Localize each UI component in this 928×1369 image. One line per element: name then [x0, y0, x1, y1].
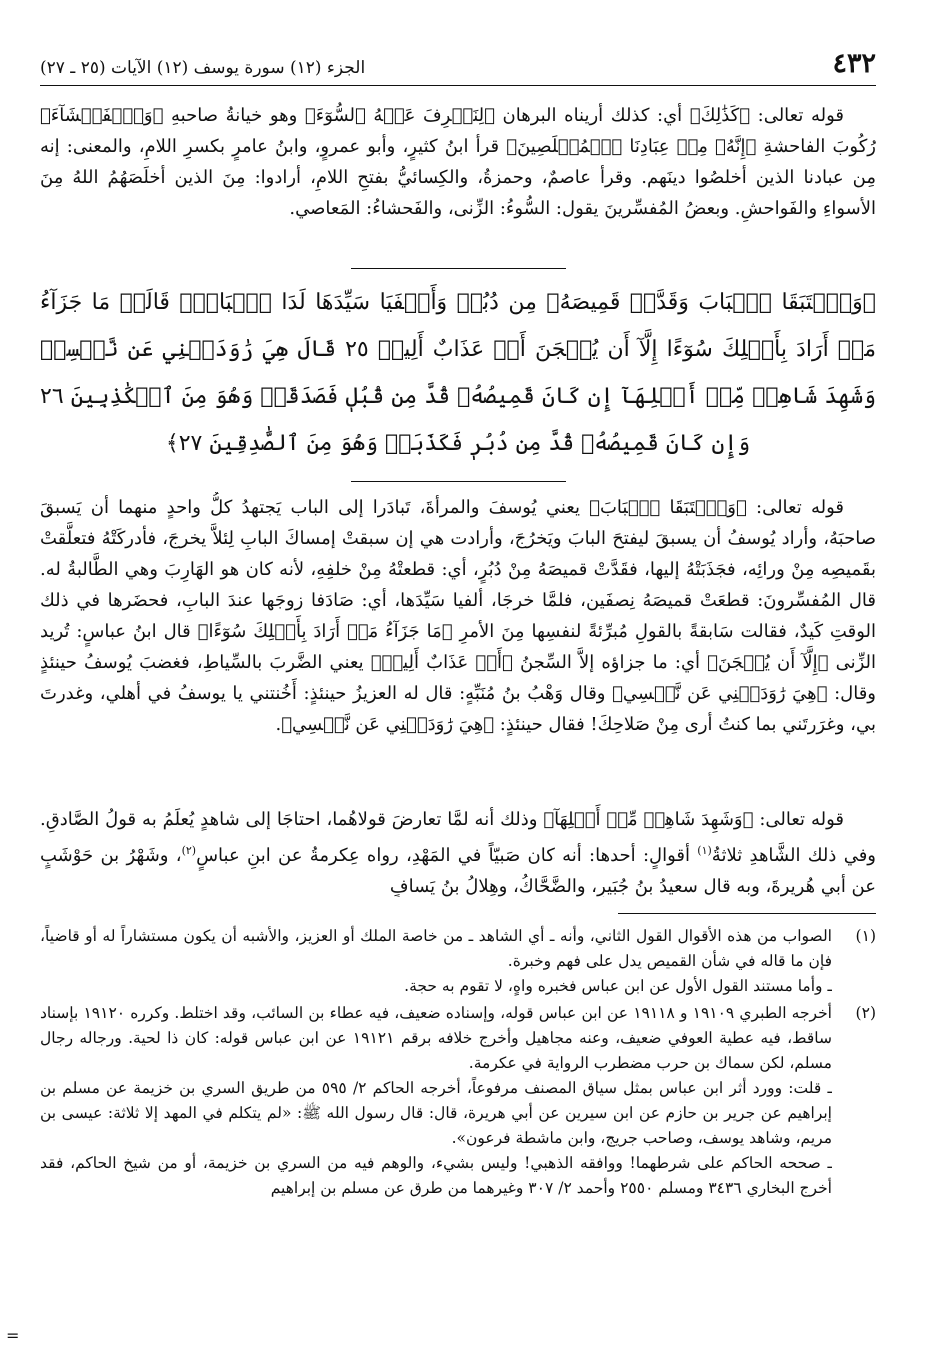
- page-header: [40, 48, 876, 86]
- commentary-paragraph: قوله تعالى: ﴿كَذَٰلِكَ﴾ أي: كذلك أريناه البرهان ﴿لِنَصۡرِفَ عَنۡهُ ٱلسُّوٓءَ﴾ وهو خيانةُ صاحبهِ ﴿وَٱلۡفَحۡشَآءَ﴾ رُكُوبَ الفاحشةِ ﴿إِنَّهُۥ مِنۡ عِبَادِنَا ٱلۡمُخۡلَصِينَ﴾ قرأ ابنُ كثيرٍ، وأبو عمروٍ، وابنُ عامرٍ بكسرِ اللامِ، والمعنى: إنه مِن عبادنا الذين أخلصُوا دينَهم. وقرأ عاصمٌ، وحمزةُ، والكِسائيُّ بفتحِ اللامِ، أرادوا: مِنَ الذين أخلَصَهُمُ اللهُ مِنَ الأسواءِ والفَواحشِ. وبعضُ المُفسِّرينَ يقول: السُّوءُ: الزِّنى، والفَحشاءُ: المَعاصي.: [40, 105, 876, 219]
- paragraph-text: قوله تعالى: ﴿وَشَهِدَ شَاهِدٞ مِّنۡ أَهۡلِهَآ﴾ وذلك أنه لمَّا تعارضَ قولاهُما، احتاجَا إلى شاهدٍ يُعلَمُ به قولُ الصَّادقِ. وفي ذلك الشَّاهدِ ثلاثةُ: [40, 809, 876, 866]
- running-head: الجزء (١٢) سورة يوسف (١٢) الآيات (٢٥ ـ ٢٧): [40, 58, 366, 78]
- footnote-body: [40, 924, 832, 1001]
- commentary-paragraph: قوله تعالى: ﴿وَٱسۡتَبَقَا ٱلۡبَابَ﴾ يعني يُوسفَ والمرأةَ، تَبادَرا إلى الباب يَجتهدُ كلُّ واحدٍ منهما أن يَسبقَ صاحبَهُ، وأراد يُوسفُ أن يسبقَ ليفتحَ البابَ ويَخرُجَ، وأرادت هي إن سبقتْ إمساكَ البابِ لِئلاَّ يخرجَ، فأدركَتْهُ فتعلَّقتْ بقَميصِه مِنْ ورائِه، فجَذَبَتْهُ إليها، فقَدَّتْ قميصَهُ مِنْ دُبُرٍ، أي: قطعتْهُ مِنْ خلفِهِ، لأنه كان هو الهَارِبَ وهي الطَّالبةُ له. قال المُفسِّرونَ: قطعَتْ قميصَهُ نِصفَين، فلمَّا خرجَا، ألفيا سَيِّدَها، أي: صَادَفا زوجَها عندَ البابِ، فحضَرها في ذلك الوقتِ كَيدٌ، فقالت سَابقةً بالقولِ مُبرِّئةً لنفسِها مِنَ الأمرِ ﴿مَا جَزَآءُ مَنۡ أَرَادَ بِأَهۡلِكَ سُوٓءًا﴾ قال ابنُ عباسٍ: تُريد الزِّنى ﴿إِلَّآ أَن يُسۡجَنَ﴾ أي: ما جزاؤه إلاَّ السِّجنُ ﴿أَوۡ عَذَابٌ أَلِيمٞ﴾ يعني الضَّربَ بالسِّياطِ، فغضبَ يُوسفُ حينئذٍ وقال: ﴿هِيَ رَٰوَدَتۡنِي عَن نَّفۡسِي﴾ وقال وَهْبُ بنُ مُنَبِّهٍ: قال له العزيزُ حينئذٍ: أَخُنتني يا يوسفُ في أهلي، وغدرتَ بي، وغرَرتَني بما كنتُ أرى مِنْ صَلاحِكَ! فقال حينئذٍ: ﴿هِيَ رَٰوَدَتۡنِي عَن نَّفۡسِي﴾.: [40, 497, 876, 735]
- continuation-mark: =: [6, 1326, 20, 1345]
- section-divider: [351, 268, 566, 269]
- footnote-number: (٢): [855, 1004, 876, 1022]
- footnote-reference[interactable]: (٢): [181, 844, 197, 857]
- section-divider: [351, 481, 566, 482]
- footnote-line: الصواب من هذه الأقوال القول الثاني، وأنه ـ أي الشاهد ـ من خاصة الملك أو العزيز، والأشبه أن يكون مستشاراً له أو قاضياً، فإن ما قاله في شأن القميص يدل على فهم وخبرة.: [40, 927, 832, 970]
- footnote-separator: [618, 913, 876, 914]
- footnote-line: أخرجه الطبري ١٩١٠٩ و ١٩١١٨ عن ابن عباس قوله، وإسناده ضعيف، فيه عطاء بن السائب، وقد اختلط. وكرره ١٩١٢٠ بإسناد ساقط، فيه عطية العوفي ضعيف، وعنه مجاهيل وأخرج خلافه برقم ١٩١٢١ عن ابن عباس قوله: كان ذا لحية. ورجاله رجال مسلم، لكن سماك بن حرب مضطرب الرواية في عكرمة.: [40, 1004, 832, 1072]
- footnotes: [40, 924, 876, 1225]
- footnote-line: ـ وأما مستند القول الأول عن ابن عباس فخبره واهٍ، لا تقوم به حجة.: [404, 977, 832, 995]
- footnote-line: ـ قلت: وورد أثر ابن عباس بمثل سياق المصنف مرفوعاً، أخرجه الحاكم ٢/ ٥٩٥ من طريق السري بن خزيمة عن مسلم بن إبراهيم عن جرير بن حازم عن ابن سيرين عن أبي هريرة، قال: قال رسول الله ﷺ: «لم يتكلم في المهد إلا ثلاثة: عيسى بن مريم، وشاهد يوسف، وصاحب جريج، وابن ماشطة فرعون».: [40, 1079, 832, 1147]
- paragraph-text: أقوالٍ: أحدها: أنه كان صَبيّاً في المَهْدِ، رواه عِكرمةُ عن ابنِ عباسٍ: [196, 845, 698, 866]
- paragraph-text: ، وشَهْرُ بن حَوْشَبٍ عن أبي هُريرةَ، وبه قال سعيدُ بنُ جُبَيرٍ، والضَّحَّاكُ، وهِلالُ بنُ يَسافٍ: [40, 845, 876, 897]
- quran-verse-block: ﴿وَٱسۡتَبَقَا ٱلۡبَابَ وَقَدَّتۡ قَمِيصَهُۥ مِن دُبُرٖ وَأَلۡفَيَا سَيِّدَهَا لَدَا ٱلۡبَابِۚ قَالَتۡ مَا جَزَآءُ مَنۡ أَرَادَ بِأَهۡلِكَ سُوٓءًا إِلَّآ أَن يُسۡجَنَ أَوۡ عَذَابٌ أَلِيمٞ ٢٥ قَالَ هِيَ رَٰوَدَتۡنِي عَن نَّفۡسِيۚ وَشَهِدَ شَاهِدٞ مِّنۡ أَهۡلِهَآ إِن كَانَ قَمِيصُهُۥ قُدَّ مِن قُبُلٖ فَصَدَقَتۡ وَهُوَ مِنَ ٱلۡكَٰذِبِينَ ٢٦ وَإِن كَانَ قَمِيصُهُۥ قُدَّ مِن دُبُرٖ فَكَذَبَتۡ وَهُوَ مِنَ ٱلصَّٰدِقِينَ ٢٧﴾: [40, 290, 876, 456]
- footnote: [40, 924, 876, 1001]
- page-number: ٤٣٢: [832, 48, 876, 79]
- footnote-number: (١): [855, 927, 876, 945]
- footnote: [40, 1001, 876, 1225]
- commentary-paragraph: [40, 804, 876, 897]
- footnote-reference[interactable]: (١): [697, 844, 712, 857]
- footnote-body: [40, 1001, 832, 1225]
- footnote-line: ـ صححه الحاكم على شرطهما! ووافقه الذهبي! وليس بشيء، والوهم فيه من السري بن خزيمة، أو من شيخ الحاكم، فقد أخرج البخاري ٣٤٣٦ ومسلم ٢٥٥٠ وأحمد ٢/ ٣٠٧ وغيرهما من طرق عن مسلم بن إبراهيم: [40, 1154, 832, 1197]
